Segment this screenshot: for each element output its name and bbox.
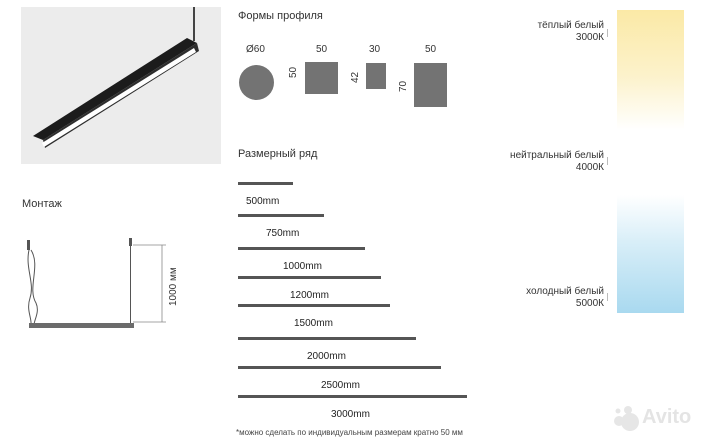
size-bar-1500: [238, 304, 390, 307]
size-bar-1000: [238, 247, 365, 250]
size-bar-3000: [238, 395, 467, 398]
mounting-height-label: 1000 мм: [168, 267, 179, 306]
mounting-drawing: [22, 228, 192, 338]
size-label-2500: 2500mm: [321, 380, 360, 391]
size-bar-500: [238, 182, 293, 185]
avito-wordmark: Avito: [642, 406, 692, 428]
product-photo: [21, 7, 221, 164]
size-range-title: Размерный ряд: [238, 148, 318, 160]
profile-square-height-label: 50: [288, 66, 299, 78]
size-label-2000: 2000mm: [307, 351, 346, 362]
profile-small-shape: [366, 63, 386, 89]
profile-tall-shape: [414, 63, 447, 107]
profile-forms-title: Формы профиля: [238, 10, 323, 22]
neutral-white-label: [510, 150, 604, 174]
mounting-title: Монтаж: [22, 198, 62, 210]
linear-lamp-image: [21, 7, 221, 164]
size-bar-2500: [238, 366, 441, 369]
profile-square-shape: [305, 62, 338, 94]
profile-small-width-label: 30: [369, 44, 381, 55]
size-bar-750: [238, 214, 324, 217]
size-bar-1200: [238, 276, 381, 279]
neutral-white-name: нейтральный белый: [510, 150, 604, 161]
neutral-white-temp: 4000К: [575, 162, 604, 173]
warm-white-label: [538, 20, 604, 44]
size-label-1000: 1000mm: [283, 261, 322, 272]
cold-white-name: холодный белый: [526, 286, 604, 297]
size-label-1200: 1200mm: [290, 290, 329, 301]
profile-square-width-label: 50: [316, 44, 328, 55]
profile-round-shape: [239, 65, 274, 100]
custom-size-note: *можно сделать по индивидуальным размерам кратно 50 мм: [236, 428, 463, 437]
neutral-white-tick: [607, 157, 608, 165]
profile-tall-width-label: 50: [425, 44, 437, 55]
size-bar-2000: [238, 337, 416, 340]
warm-white-name: тёплый белый: [537, 20, 604, 31]
profile-round-size-label: Ø60: [246, 44, 265, 55]
mounting-diagram: [22, 228, 192, 343]
profile-tall-height-label: 70: [398, 80, 409, 92]
size-label-500: 500mm: [246, 196, 280, 207]
cold-white-tick: [607, 293, 608, 301]
warm-white-temp: 3000К: [575, 32, 604, 43]
warm-white-tick: [607, 29, 608, 37]
avito-logo-icon: [612, 404, 640, 432]
avito-watermark: [612, 404, 712, 434]
size-label-1500: 1500mm: [294, 318, 333, 329]
profile-small-height-label: 42: [350, 71, 361, 83]
size-label-750: 750mm: [266, 228, 300, 239]
cold-white-temp: 5000К: [575, 298, 604, 309]
cold-white-label: [526, 286, 604, 310]
cold-white-swatch: [617, 195, 684, 313]
warm-white-swatch: [617, 10, 684, 130]
size-label-3000: 3000mm: [331, 409, 370, 420]
